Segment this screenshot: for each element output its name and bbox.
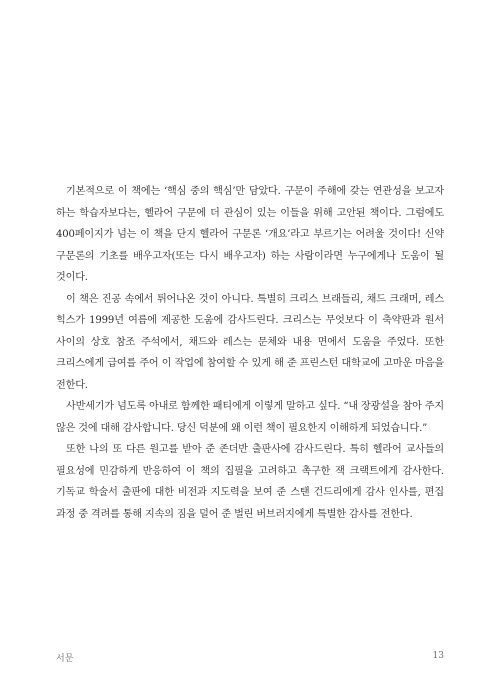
paragraph: 또한 나의 또 다른 원고를 받아 준 존더반 출판사에 감사드린다. 특히 헬라어 교사들의 필요성에 민감하게 반응하여 이 책의 집필을 고려하고 촉구한 잭 크랙트에게 감사한다. 기독교 학술서 출판에 대한 비전과 지도력을 보여 준 스탠 건드리에게 감사 인사를, 편집 과정 중 격려를 통해 지속의 짐을 덜어 준 벌린 버브러지에게 특별한 감사를 전한다. [56, 444, 444, 520]
paragraph: 사반세기가 넘도록 아내로 함께한 패티에게 이렇게 말하고 싶다. “내 장광설을 참아 주지 않은 것에 대해 감사합니다. 당신 덕분에 왜 이런 책이 필요한지 이해하게 되었습니다.” [56, 401, 444, 434]
preface-body [56, 181, 444, 525]
running-footer-section: 서문 [56, 654, 74, 664]
paragraph: 기본적으로 이 책에는 ‘핵심 중의 핵심’만 담았다. 구문이 주해에 갖는 연관성을 보고자 하는 학습자보다는, 헬라어 구문에 더 관심이 있는 이들을 위해 고안된 책이다. 그럼에도 400페이지가 넘는 이 책을 단지 헬라어 구문론 ‘개요’라고 부르기는 어려울 것이다! 신약 구문론의 기초를 배우고자(또는 다시 배우고자) 하는 사람이라면 누구에게나 도움이 될 것이다. [56, 186, 444, 283]
paragraph: 이 책은 진공 속에서 튀어나온 것이 아니다. 특별히 크리스 브래들리, 채드 크래머, 레스 힉스가 1999년 여름에 제공한 도움에 감사드린다. 크리스는 무엇보다 이 축약판과 원서 사이의 상호 참조 주석에서, 채드와 레스는 문체와 내용 면에서 도움을 주었다. 또한 크리스에게 급여를 주어 이 작업에 참여할 수 있게 해 준 프린스턴 대학교에 고마운 마음을 전한다. [56, 293, 444, 391]
page-number: 13 [432, 651, 444, 661]
